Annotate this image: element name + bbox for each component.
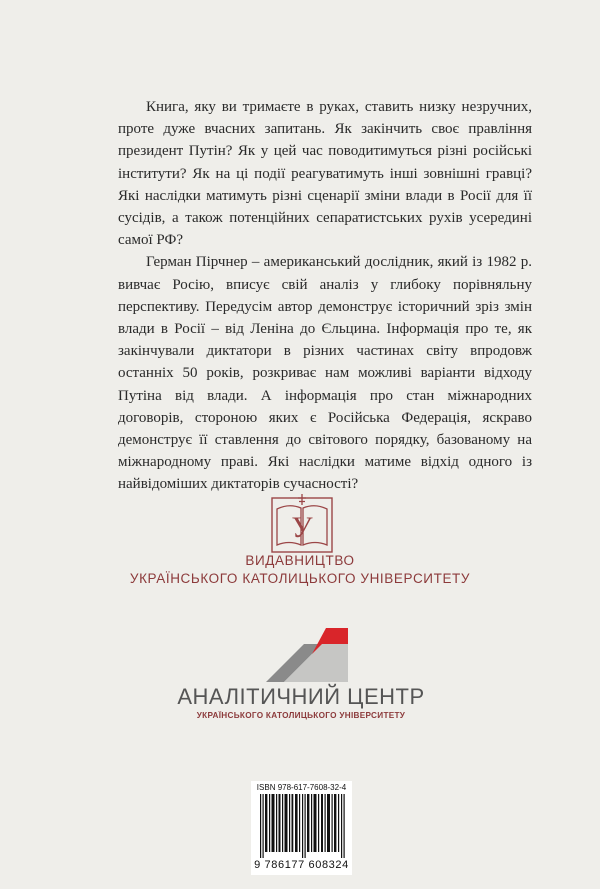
barcode-icon (258, 794, 350, 858)
blurb-text (118, 96, 532, 496)
analytic-center-title: АНАЛІТИЧНИЙ ЦЕНТР (177, 684, 425, 709)
isbn-label: ISBN 978-617-7608-32-4 (256, 783, 347, 792)
isbn-barcode-block (251, 781, 352, 875)
ucu-crest-icon (271, 493, 333, 553)
analytic-center-logo-icon (266, 628, 348, 682)
publisher-name-line2: УКРАЇНСЬКОГО КАТОЛИЦЬКОГО УНІВЕРСИТЕТУ (129, 571, 471, 586)
analytic-center-subtitle: УКРАЇНСЬКОГО КАТОЛИЦЬКОГО УНІВЕРСИТЕТУ (196, 711, 406, 720)
svg-text:У: У (291, 511, 313, 544)
blurb-paragraph-2: Герман Пірчнер – американський дослідник, який із 1982 р. вивчає Росію, вписує свій аналіз у глибоку порівняльну перспективу. Передусім автор демонструє історичний зріз змін влади в Росії – від Леніна до Єльцина. Інформація про те, як закінчували диктатори в різних частинах світу впродовж останніх 50 років, розкриває нам можливі варіанти відходу Путіна від влади. А інформація про стан міжнародних договорів, стороною яких є Російська Федерація, яскраво демонструє її ставлення до світового порядку, базованому на міжнародному праві. Які наслідки матиме відхід одного із найвідоміших диктаторів сучасності? (118, 254, 532, 493)
isbn-digits: 9 786177 608324 (254, 859, 349, 871)
blurb-paragraph-1: Книга, яку ви тримаєте в руках, ставить низку незручних, проте дуже вчасних запитань. Як закінчить своє правління президент Путін? Як у цей час поводитимуться різні російські інститути? Як на ці події реагуватимуть інші зовнішні гравці? Які наслідки матимуть різні сценарії зміни влади в Росії для її сусідів, а також потенційних сепаратистських рухів усередині самої РФ? (118, 99, 532, 249)
publisher-name-line1: ВИДАВНИЦТВО (245, 553, 355, 568)
